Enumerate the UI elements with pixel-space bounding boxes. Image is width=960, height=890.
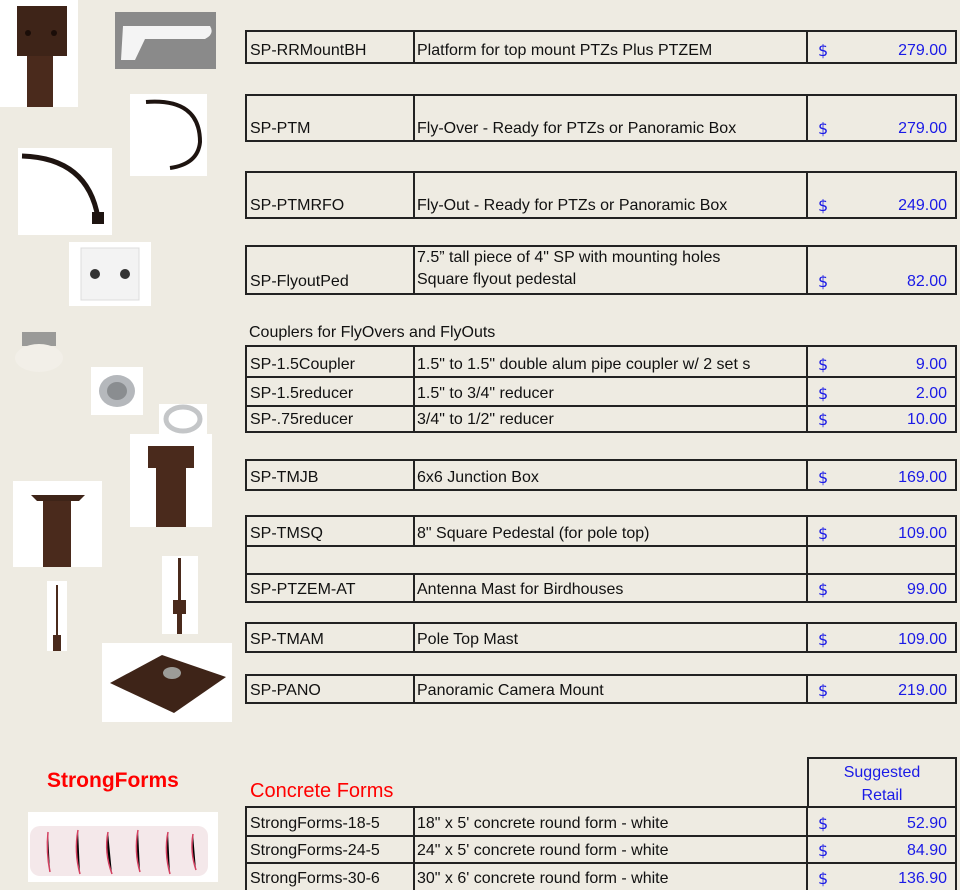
- price-cell: [808, 96, 955, 140]
- sku-cell: StrongForms-18-5: [247, 808, 415, 835]
- price-cell: [808, 624, 955, 651]
- sku-cell: StrongForms-24-5: [247, 837, 415, 862]
- price-value: 82.00: [906, 273, 947, 290]
- product-image-junction-box: [130, 434, 212, 527]
- description-cell: [415, 173, 808, 217]
- table-row: [247, 517, 955, 545]
- price-cell: [808, 247, 955, 293]
- currency-symbol: $: [818, 524, 829, 543]
- description-cell: [415, 837, 808, 862]
- price-cell: [808, 575, 955, 601]
- description-cell: [415, 461, 808, 489]
- description-line: Pole Top Mast: [417, 631, 519, 648]
- currency-symbol: $: [818, 384, 829, 403]
- product-image-coupler: [8, 330, 70, 378]
- description-cell: [415, 407, 808, 431]
- price-cell: [808, 407, 955, 431]
- table-row: [247, 347, 955, 376]
- currency-symbol: $: [818, 272, 829, 291]
- price-cell: [808, 32, 955, 62]
- product-image-concrete-form: [28, 812, 218, 882]
- description-line: 6x6 Junction Box: [417, 469, 539, 486]
- table-row: [247, 173, 955, 217]
- table-row: [247, 32, 955, 62]
- description-cell: [415, 547, 808, 573]
- description-line: 18" x 5' concrete round form - white: [417, 815, 669, 832]
- price-value: 52.90: [906, 815, 947, 832]
- product-table: [245, 459, 957, 491]
- currency-symbol: $: [818, 119, 829, 138]
- sku-cell: SP-1.5Coupler: [247, 347, 415, 376]
- currency-symbol: $: [818, 196, 829, 215]
- description-line: 24" x 5' concrete round form - white: [417, 842, 669, 859]
- price-cell: [808, 517, 955, 545]
- table-row: [247, 573, 955, 601]
- product-table: [245, 171, 957, 219]
- product-image-reducer-1-5: [91, 367, 143, 415]
- product-table: [245, 94, 957, 142]
- description-cell: [415, 864, 808, 890]
- table-row: [247, 461, 955, 489]
- currency-symbol: $: [818, 355, 829, 374]
- description-cell: [415, 575, 808, 601]
- description-cell: [415, 517, 808, 545]
- product-image-flyover-arm: [130, 94, 207, 176]
- description-line: 1.5" to 3/4" reducer: [417, 385, 554, 402]
- description-line: 30" x 6' concrete round form - white: [417, 870, 669, 887]
- currency-symbol: $: [818, 841, 829, 860]
- price-value: 279.00: [898, 42, 947, 59]
- table-row: [247, 808, 955, 835]
- product-table: [245, 245, 957, 295]
- product-table: [245, 345, 957, 433]
- product-table: [245, 674, 957, 704]
- section-title-concrete-forms: Concrete Forms: [250, 780, 394, 802]
- table-row: [247, 835, 955, 862]
- description-cell: [415, 347, 808, 376]
- product-image-wall-platform: [115, 12, 216, 69]
- sku-cell: SP-PANO: [247, 676, 415, 702]
- description-line: 8" Square Pedestal (for pole top): [417, 525, 650, 542]
- table-row: [247, 624, 955, 651]
- table-row: [247, 96, 955, 140]
- sku-cell: SP-FlyoutPed: [247, 247, 415, 293]
- sku-cell: SP-TMJB: [247, 461, 415, 489]
- currency-symbol: $: [818, 41, 829, 60]
- price-cell: [808, 676, 955, 702]
- table-row: [247, 247, 955, 293]
- section-title-couplers: Couplers for FlyOvers and FlyOuts: [249, 324, 496, 341]
- product-image-square-pole-top: [0, 0, 78, 107]
- description-line: 1.5" to 1.5" double alum pipe coupler w/ 2 set s: [417, 356, 751, 373]
- product-image-flyout-arm: [18, 148, 112, 235]
- product-table: [245, 622, 957, 653]
- price-cell: [808, 837, 955, 862]
- price-value: 2.00: [915, 385, 947, 402]
- description-line: Square flyout pedestal: [417, 271, 577, 288]
- price-cell: [808, 173, 955, 217]
- product-table: [245, 30, 957, 64]
- product-image-antenna-mast: [162, 556, 198, 634]
- price-value: 109.00: [898, 525, 947, 542]
- price-column-header: [807, 757, 957, 807]
- price-cell: [808, 347, 955, 376]
- description-cell: [415, 624, 808, 651]
- price-value: 10.00: [906, 411, 947, 428]
- currency-symbol: $: [818, 468, 829, 487]
- price-cell: [808, 808, 955, 835]
- header-line: Retail: [861, 787, 903, 804]
- price-value: 219.00: [898, 682, 947, 699]
- sku-cell: SP-PTM: [247, 96, 415, 140]
- price-cell: [808, 378, 955, 405]
- sku-cell: [247, 547, 415, 573]
- description-cell: [415, 32, 808, 62]
- product-image-square-pedestal: [13, 481, 102, 567]
- product-image-panoramic-mount: [102, 643, 232, 722]
- currency-symbol: $: [818, 580, 829, 599]
- currency-symbol: $: [818, 869, 829, 888]
- description-cell: [415, 96, 808, 140]
- description-line: Antenna Mast for Birdhouses: [417, 581, 624, 598]
- sku-cell: SP-PTMRFO: [247, 173, 415, 217]
- table-row: [247, 405, 955, 431]
- description-line: 3/4" to 1/2" reducer: [417, 411, 554, 428]
- sku-cell: SP-TMAM: [247, 624, 415, 651]
- price-value: 249.00: [898, 197, 947, 214]
- price-cell: [808, 547, 955, 573]
- header-line: Suggested: [843, 764, 921, 781]
- price-cell: [808, 461, 955, 489]
- description-cell: [415, 378, 808, 405]
- currency-symbol: $: [818, 814, 829, 833]
- sku-cell: SP-1.5reducer: [247, 378, 415, 405]
- concrete-forms-table: [245, 806, 957, 890]
- description-cell: [415, 676, 808, 702]
- sku-cell: SP-RRMountBH: [247, 32, 415, 62]
- description-line: Panoramic Camera Mount: [417, 682, 604, 699]
- sku-cell: SP-TMSQ: [247, 517, 415, 545]
- description-line: Fly-Out - Ready for PTZs or Panoramic Box: [417, 197, 728, 214]
- product-table: [245, 515, 957, 603]
- table-row: [247, 676, 955, 702]
- table-row: [247, 862, 955, 890]
- product-image-reducer-75: [159, 404, 207, 434]
- price-value: 136.90: [898, 870, 947, 887]
- price-value: 169.00: [898, 469, 947, 486]
- currency-symbol: $: [818, 410, 829, 429]
- description-cell: [415, 247, 808, 293]
- currency-symbol: $: [818, 681, 829, 700]
- description-cell: [415, 808, 808, 835]
- sku-cell: SP-PTZEM-AT: [247, 575, 415, 601]
- price-value: 84.90: [906, 842, 947, 859]
- price-cell: [808, 864, 955, 890]
- price-value: 9.00: [915, 356, 947, 373]
- table-row: [247, 376, 955, 405]
- brand-title: StrongForms: [47, 769, 179, 792]
- description-line: 7.5” tall piece of 4" SP with mounting holes: [417, 249, 721, 266]
- sku-cell: StrongForms-30-6: [247, 864, 415, 890]
- sku-cell: SP-.75reducer: [247, 407, 415, 431]
- product-image-flyout-pedestal: [69, 242, 151, 306]
- price-value: 99.00: [906, 581, 947, 598]
- product-image-pole-top-mast: [47, 581, 67, 651]
- description-line: Fly-Over - Ready for PTZs or Panoramic Box: [417, 120, 737, 137]
- table-row-spacer: [247, 545, 955, 573]
- price-value: 109.00: [898, 631, 947, 648]
- price-value: 279.00: [898, 120, 947, 137]
- description-line: Platform for top mount PTZs Plus PTZEM: [417, 42, 713, 59]
- currency-symbol: $: [818, 630, 829, 649]
